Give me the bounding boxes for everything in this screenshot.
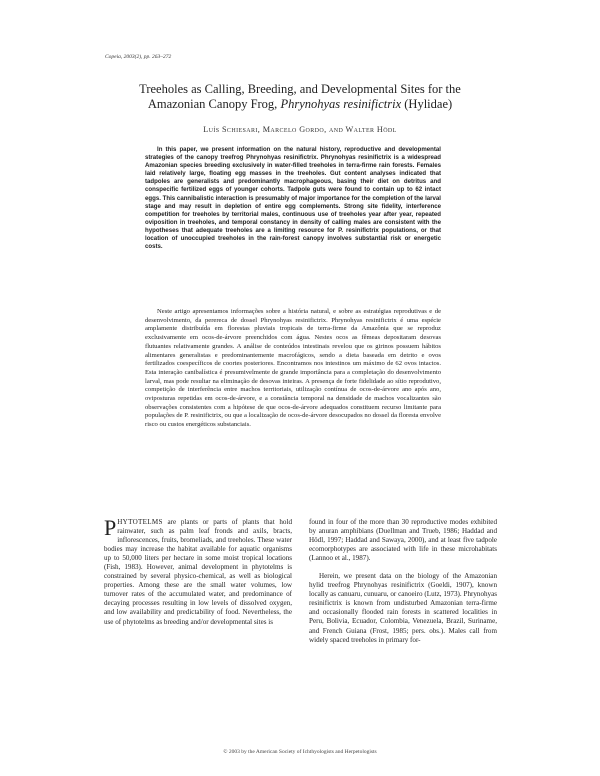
abstract-english: In this paper, we present information on the natural history, reproductive and developmental strategies of the canopy treefrog Phrynohyas resinifictrix. Phrynohyas resinifictrix is a widespread Amazonian species breeding exclusively in water-filled treeholes in terra-firme rain forests. Females laid relatively large, floating egg masses in the treeholes. Gut content analyses indicated that tadpoles are generalists and predominantly macrophageous, basing their diet on detritus and conspecific fertilized eggs of younger cohorts. Tadpole guts were found to contain up to 62 intact eggs. This cannibalistic interaction is presumably of major importance for the completion of the larval stage and may result in depletion of entire egg complements. Strong site fidelity, interference competition for treeholes by territorial males, continuous use of treeholes year after year, repeated oviposition in treeholes, and temporal constancy in density of calling males are consistent with the hypotheses that adequate treeholes are a limiting resource for P. resinifictrix populations, or that location of unoccupied treeholes in the rain-forest canopy involves substantial risk or energetic costs. <box>145 146 441 251</box>
body-left-text: are plants or parts of plants that hold rainwater, such as palm leaf fronds and axils, bracts, inflorescences, fruits, bromeliads, and treeholes. These water bodies may increase the habitat available for aquatic organisms up to 50,000 liters per hectare in some moist tropical locations (Fish, 1983). However, animal development in phytotelms is constrained by several physico-chemical, as well as biological properties. Among these are the small water volumes, low turnover rates of the accumulated water, and predominance of decaying processes resulting in low levels of dissolved oxygen, and low availability and predictability of food. Nevertheless, the use of phytotelms as breeding and/or developmental sites is <box>104 518 292 626</box>
opening-word: HYTOTELMS <box>117 518 163 526</box>
paper-title <box>95 82 505 112</box>
title-line-1: Treeholes as Calling, Breeding, and Developmental Sites for the <box>139 82 461 96</box>
abstract-portuguese: Neste artigo apresentamos informações sobre a história natural, e sobre as estratégias reprodutivas e de desenvolvimento, da perereca de dossel Phrynohyas resinifictrix. Phrynohyas resinifictrix é uma espécie amplamente distribuída em florestas pluviais tropicais de terra-firme da Amazônia que se reproduz exclusivamente em ocos-de-árvore preenchidos com água. Nestes ocos as fêmeas depositaram desovas flutuantes relativamente grandes. A análise de conteúdos intestinais revelou que os girinos possuem hábitos alimentares generalistas e predominantemente macrofágicos, sendo a dieta baseada em detrito e ovos fertilizados coespecíficos de coortes posteriores. Encontramos nos intestinos um máximo de 62 ovos intactos. Esta interação canibalística é presumivelmente de grande importância para a completação do desenvolvimento larval, mas pode resultar na eliminação de desovas inteiras. A presença de forte fidelidade ao sítio reprodutivo, competição de interferência entre machos territoriais, utilização contínua de ocos-de-árvore ano após ano, oviposturas repetidas em ocos-de-árvore, e a constância temporal na densidade de machos vocalizantes são observações consistentes com a hipótese de que ocos-de-árvore adequados constituem recurso limitante para populações de P. resinifictrix, ou que a localização de ocos-de-árvore desocupados no dossel da floresta envolve risco ou custos energéticos substanciais. <box>145 308 441 429</box>
title-line-2 <box>95 97 505 112</box>
body-right-paragraph-2: Herein, we present data on the biology of the Amazonian hylid treefrog Phrynohyas resinifictrix (Goeldi, 1907), known locally as canuaru, cunuaru, or canoeiro (Lutz, 1973). Phrynohyas resinifictrix is known from undisturbed Amazonian terra-firme and occasionally flooded rain forests in scattered localities in Peru, Bolivia, Ecuador, Colombia, Venezuela, Brazil, Suriname, and French Guiana (Frost, 1985; pers. obs.). Males call from widely spaced treeholes in primary for- <box>309 572 497 644</box>
title-line-2-suffix: (Hylidae) <box>401 97 453 111</box>
title-line-2-prefix: Amazonian Canopy Frog, <box>147 97 281 111</box>
copyright-footer: © 2003 by the American Society of Ichthyologists and Herpetologists <box>223 749 377 755</box>
body-column-right <box>309 518 497 645</box>
author-list: Luís Schiesari, Marcelo Gordo, and Walter Hödl <box>203 125 397 134</box>
title-species-name: Phrynohyas resinifictrix <box>280 97 402 111</box>
body-column-left <box>104 515 292 627</box>
body-right-paragraph-1: found in four of the more than 30 reproductive modes exhibited by anuran amphibians (Duellman and Trueb, 1986; Haddad and Hödl, 1997; Haddad and Sawaya, 2000), and at least five tadpole ecomorphotypes are associated with life in these microhabitats (Lannoo et al., 1987). <box>309 518 497 563</box>
drop-cap: P <box>104 515 117 540</box>
journal-citation: Copeia, 2003(2), pp. 263–272 <box>105 54 172 60</box>
